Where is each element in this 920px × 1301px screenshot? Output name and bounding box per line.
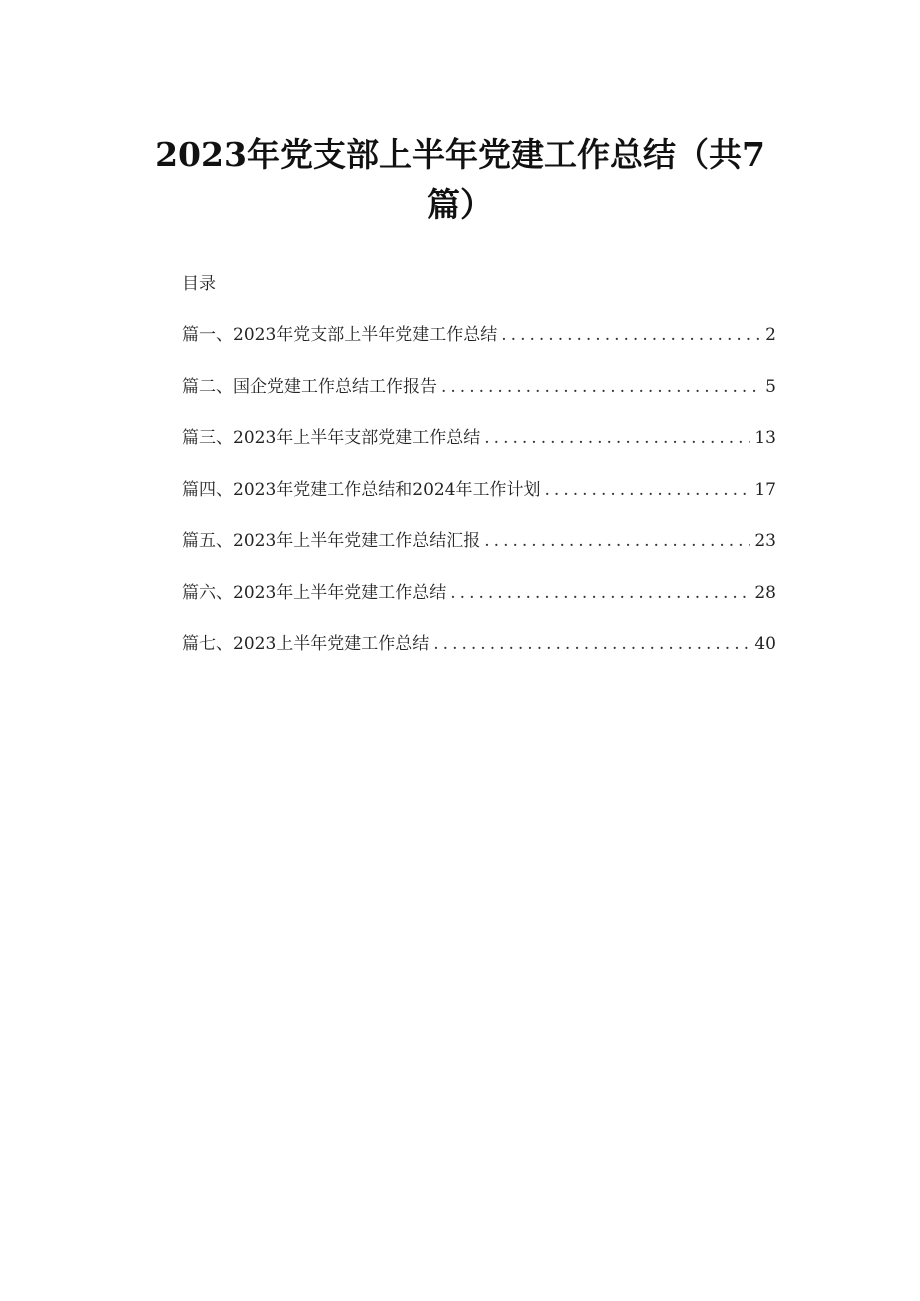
document-title-line-1: 2023年党支部上半年党建工作总结（共7	[155, 135, 765, 174]
toc-dot-leader	[484, 423, 750, 453]
toc-entry-page: 28	[754, 582, 776, 603]
toc-entry-label: 篇四、2023年党建工作总结和2024年工作计划	[182, 479, 541, 500]
toc-entry-label: 篇三、2023年上半年支部党建工作总结	[182, 428, 481, 448]
toc-entry-page: 40	[754, 634, 776, 654]
toc-dot-leader	[441, 372, 761, 402]
toc-entry-page: 17	[754, 479, 776, 500]
toc-entry-label: 篇七、2023上半年党建工作总结	[182, 634, 430, 654]
toc-entry-page: 23	[754, 531, 776, 551]
toc-heading: 目录	[182, 274, 216, 294]
toc-dot-leader	[484, 526, 750, 556]
toc-dot-leader	[433, 629, 750, 659]
toc-entry-label: 篇五、2023年上半年党建工作总结汇报	[182, 531, 481, 551]
toc-entry-6[interactable]	[182, 578, 776, 630]
toc-entry-page: 13	[754, 428, 776, 448]
toc-entry-2[interactable]	[182, 372, 776, 424]
toc-entry-page: 2	[765, 325, 776, 345]
table-of-contents	[182, 320, 776, 681]
document-title-line-2: 篇）	[427, 185, 493, 224]
toc-entry-7[interactable]	[182, 629, 776, 681]
toc-entry-5[interactable]	[182, 526, 776, 578]
toc-entry-page: 5	[765, 376, 776, 397]
toc-entry-label: 篇一、2023年党支部上半年党建工作总结	[182, 325, 498, 345]
toc-entry-4[interactable]	[182, 475, 776, 527]
toc-dot-leader	[501, 320, 761, 350]
toc-entry-label: 篇六、2023年上半年党建工作总结	[182, 582, 447, 603]
toc-entry-3[interactable]	[182, 423, 776, 475]
toc-entry-label: 篇二、国企党建工作总结工作报告	[182, 376, 437, 397]
toc-dot-leader	[450, 578, 750, 608]
document-title	[140, 130, 780, 230]
toc-dot-leader	[545, 475, 751, 505]
toc-entry-1[interactable]	[182, 320, 776, 372]
